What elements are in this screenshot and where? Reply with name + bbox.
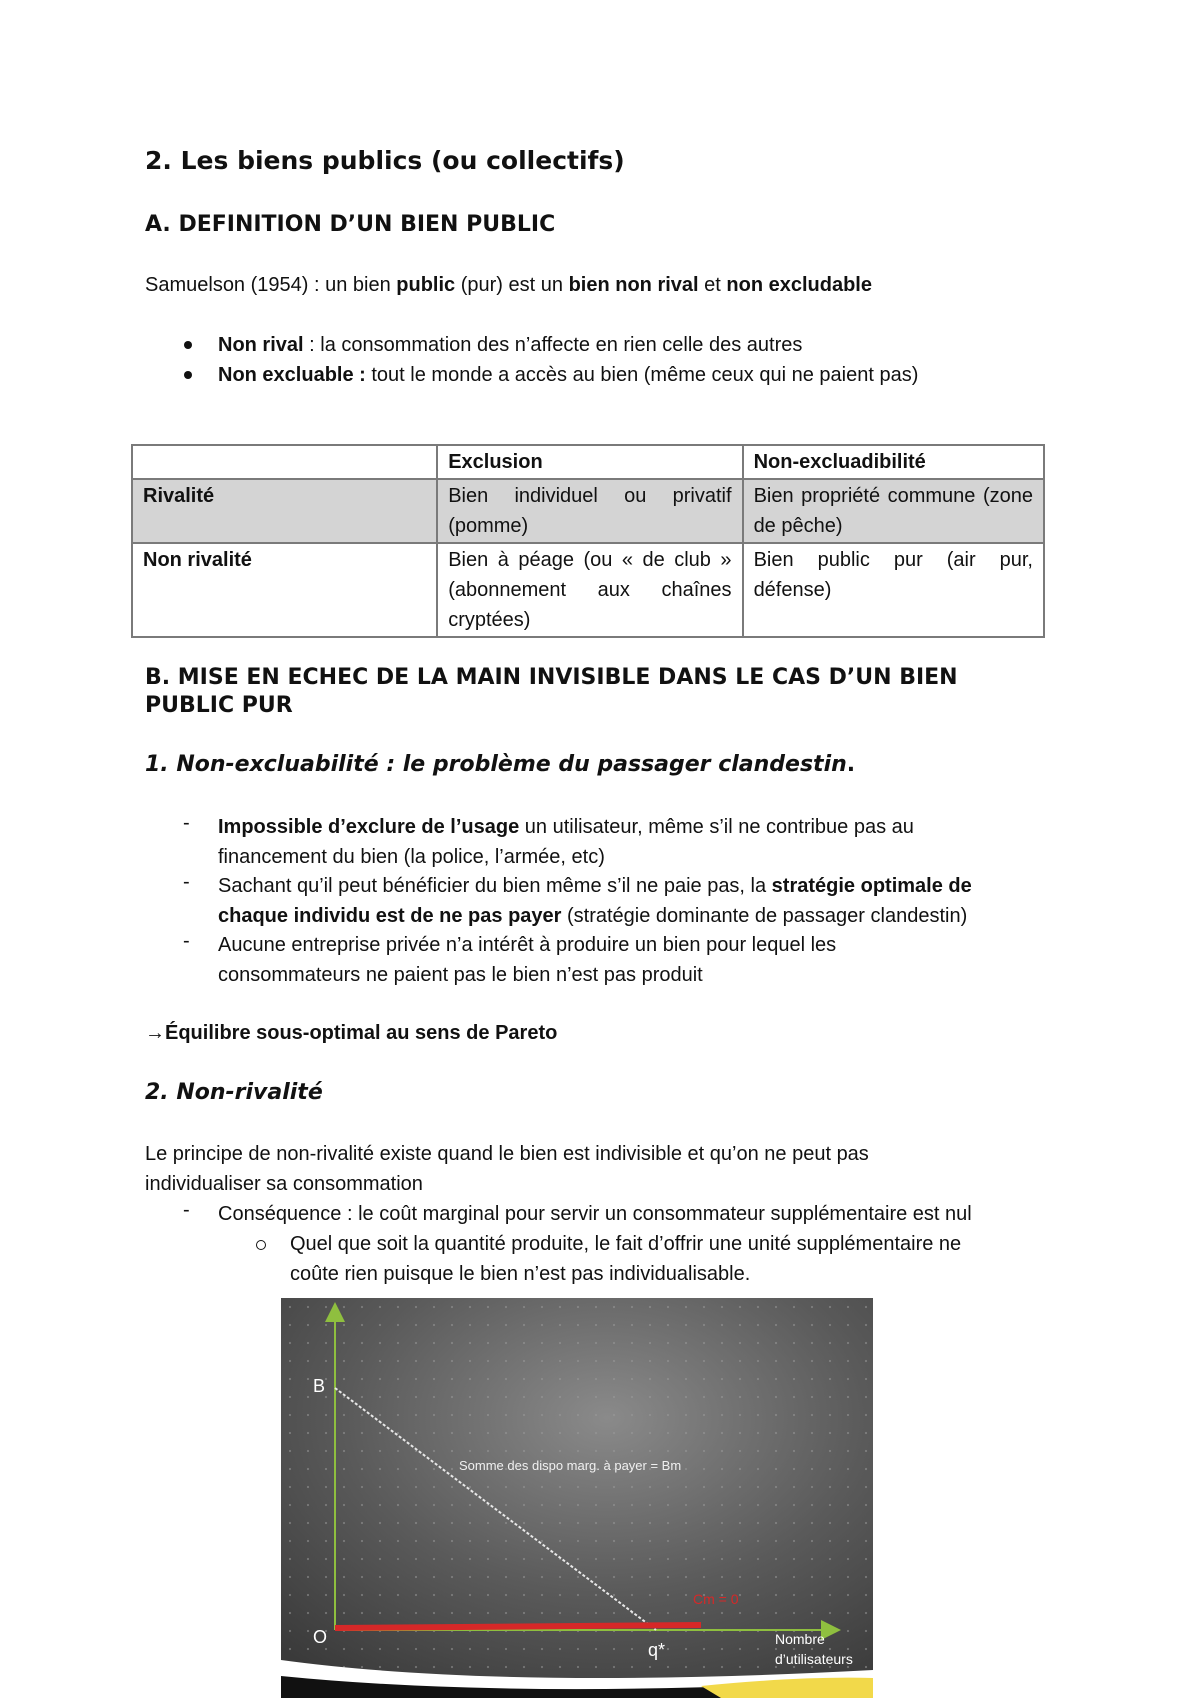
table-cell: Bien public pur (air pur, défense) <box>743 543 1044 637</box>
label-sum-willingness: Somme des dispo marg. à payer = Bm <box>459 1458 682 1473</box>
text-segment: Sachant qu’il peut bénéficier du bien même s’il ne paie pas, la <box>218 875 772 897</box>
marginal-cost-figure <box>281 1298 873 1698</box>
subsubsection-2-title: 2. Non-rivalité <box>145 1080 323 1105</box>
label-x-axis-line2: d’utilisateurs <box>775 1651 853 1667</box>
text-bold: Impossible d’exclure de l’usage <box>218 816 520 838</box>
text-segment: et <box>698 274 727 296</box>
table-header-row <box>132 445 1044 479</box>
text-segment: tout le monde a accès au bien (même ceux qui ne paient pas) <box>365 364 919 386</box>
label-x-axis-line1: Nombre <box>775 1631 825 1647</box>
table-cell: Bien individuel ou privatif (pomme) <box>437 479 742 543</box>
text-bold: chaque individu est de ne pas payer <box>218 905 562 927</box>
table-row <box>132 543 1044 637</box>
subsection-a-title: A. DEFINITION D’UN BIEN PUBLIC <box>145 212 556 237</box>
text-segment: consommateurs ne paient pas le bien n’est pas produit <box>218 964 703 986</box>
text-bold: stratégie optimale de <box>771 875 972 897</box>
label-o: O <box>313 1627 328 1647</box>
text-bold: Non rival <box>218 334 304 356</box>
dash-marker: - <box>183 871 190 893</box>
text-segment: Samuelson (1954) : un bien <box>145 274 397 296</box>
table-cell: Bien propriété commune (zone de pêche) <box>743 479 1044 543</box>
table-row <box>132 479 1044 543</box>
sub-bullet-item <box>290 1229 961 1289</box>
bullet-icon <box>184 371 192 379</box>
text-segment: (stratégie dominante de passager clandestin) <box>561 905 968 927</box>
bullet-item <box>218 360 918 390</box>
subsection-b-title: B. MISE EN ECHEC DE LA MAIN INVISIBLE DANS LE CAS D’UN BIEN PUBLIC PUR <box>145 665 958 718</box>
table-header-cell: Exclusion <box>437 445 742 479</box>
subsubsection-1-title <box>145 752 855 777</box>
dash-marker: - <box>183 812 190 834</box>
text-segment: : la consommation des n’affecte en rien celle des autres <box>303 334 803 356</box>
text-segment: un utilisateur, même s’il ne contribue pas au <box>519 816 914 838</box>
table-header-cell: Non-excluadibilité <box>743 445 1044 479</box>
dash-item <box>218 871 972 931</box>
dash-item <box>218 930 836 990</box>
circle-bullet-icon <box>256 1240 266 1250</box>
dash-item: Conséquence : le coût marginal pour servir un consommateur supplémentaire est nul <box>218 1203 972 1225</box>
text-segment: coûte rien puisque le bien n’est pas individualisable. <box>290 1263 751 1285</box>
table-cell: Bien à péage (ou « de club » (abonnement aux chaînes cryptées) <box>437 543 742 637</box>
table-row-header: Rivalité <box>132 479 437 543</box>
text-italic: 1. Non-excluabilité : le problème du passager clandestin <box>145 752 847 777</box>
label-cm: Cm = 0 <box>693 1591 739 1607</box>
goods-classification-table <box>131 444 1045 638</box>
label-q: q* <box>648 1640 666 1660</box>
text-segment: Le principe de non-rivalité existe quand le bien est indivisible et qu’on ne peut pas <box>145 1143 869 1165</box>
non-rivalry-principle <box>145 1139 869 1199</box>
bullet-icon <box>184 341 192 349</box>
text-segment: Aucune entreprise privée n’a intérêt à produire un bien pour lequel les <box>218 934 837 956</box>
table-row-header: Non rivalité <box>132 543 437 637</box>
text-segment: (pur) est un <box>455 274 569 296</box>
text-bold: bien non rival <box>568 274 699 296</box>
bullet-item <box>218 330 802 360</box>
text-bold: Non excluable : <box>218 364 366 386</box>
text-segment: . <box>846 752 856 777</box>
text-segment: individualiser sa consommation <box>145 1173 423 1195</box>
label-b: B <box>313 1376 326 1396</box>
text-bold: public <box>396 274 456 296</box>
text-bold: non excludable <box>726 274 872 296</box>
dash-marker: - <box>183 1199 190 1221</box>
section-title: 2. Les biens publics (ou collectifs) <box>145 146 625 175</box>
figure-svg <box>281 1298 873 1698</box>
samuelson-definition <box>145 270 872 300</box>
conclusion-line: →Équilibre sous-optimal au sens de Pareto <box>145 1022 558 1044</box>
dash-marker: - <box>183 930 190 952</box>
dash-item <box>218 812 914 872</box>
marginal-cost-line <box>335 1625 701 1628</box>
table-cell <box>132 445 437 479</box>
text-segment: financement du bien (la police, l’armée, etc) <box>218 846 605 868</box>
text-segment: Quel que soit la quantité produite, le fait d’offrir une unité supplémentaire ne <box>290 1233 962 1255</box>
